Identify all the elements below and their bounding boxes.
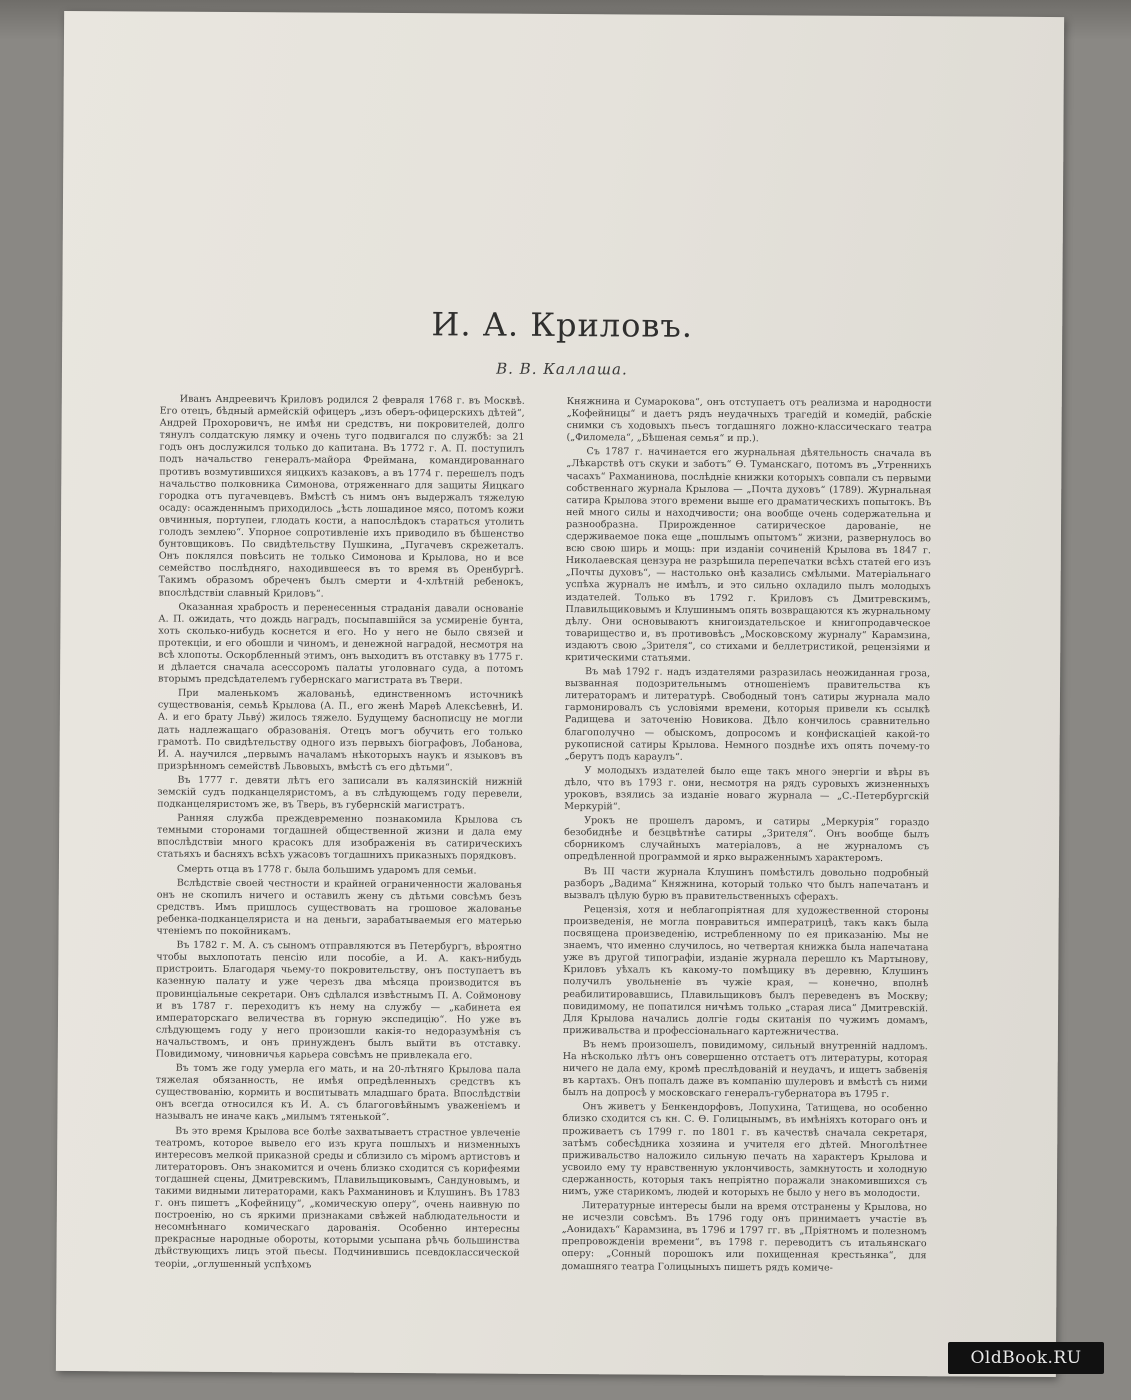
paragraph: Иванъ Андреевичъ Криловъ родился 2 февраля 1768 г. въ Москвѣ. Его отецъ, бѣдный армейскій офицеръ „изъ оберъ-офицерскихъ дѣтей“, Андрей Прохоровичъ, не имѣя ни средствъ, ни покровителей, долго тянулъ солдатскую лямку и очень туго подвигался по службѣ: за 21 годъ онъ дослужился только до капитана. Въ 1772 г. А. П. поступилъ подъ начальство генералъ-майора Фреймана, командированнаго противъ возмутившихся яицкихъ казаковъ, а въ 1774 г. перешелъ подъ начальство полковника Симонова, отряженнаго для защиты Яицкаго городка отъ пугачевцевъ. Вмѣстѣ съ нимъ онъ выдержалъ тяжелую осаду: осажденнымъ приходилось „ѣсть лошадиное мясо, потомъ кожи овчинныя, портупеи, глодать кости, а напослѣдокъ стараться утолить голодъ землею“. Упорное сопротивленіе ихъ приводило въ бѣшенство бунтовщиковъ. По свидѣтельству Пушкина, „Пугачевъ скрежеталъ. Онъ поклялся повѣсить не только Симонова и Крылова, но и все семейство послѣдняго, находившееся въ то время въ Оренбургѣ. Такимъ образомъ обреченъ былъ смерти и 4-хлѣтній ребенокъ, впослѣдствіи славный Криловъ“. [158,393,525,600]
article-author: В. В. Каллаша. [496,359,628,379]
paragraph: Въ 1777 г. девяти лѣтъ его записали въ калязинскій нижній земскій судъ подканцеляристомъ, а въ слѣдующемъ году перевели, подканцеляристомъ же, въ Тверь, въ губернскій магистратъ. [157,774,523,812]
paragraph: Урокъ не прошелъ даромъ, и сатиры „Меркурія“ гораздо безобиднѣе и безцвѣтнѣе сатиры „Зрителя“. Онъ вообще былъ сборникомъ случайныхъ матеріаловъ, а не журналомъ съ опредѣленной программой и ярко выраженнымъ характеромъ. [563,815,930,865]
watermark-badge [948,1342,1104,1374]
paragraph: Оказанная храбрость и перенесенныя страданія давали основаніе А. П. ожидать, что дождь наградъ, посыпавшійся за усмиреніе бунта, хоть сколько-нибудь коснется и его. Но у него не было связей и протекціи, и его обошли и чиномъ, и денежной наградой, несмотря на всѣ хлопоты. Оскорбленный этимъ, онъ выходитъ въ отставку въ 1775 г. и дѣлается сначала асессоромъ палаты уголовнаго суда, а потомъ вторымъ предсѣдателемъ губернскаго магистрата въ Твери. [158,601,524,687]
right-text-column [561,396,932,1274]
paragraph: Въ томъ же году умерла его мать, и на 20-лѣтняго Крылова пала тяжелая обязанность, не имѣя опредѣленныхъ средствъ къ существованію, кормить и воспитывать младшаго брата. Впослѣдствіи онъ всегда относился къ И. А. съ благоговѣйнымъ уваженіемъ и называлъ не иначе какъ „милымъ тятенькой“. [155,1062,521,1124]
paragraph: Въ маѣ 1792 г. надъ издателями разразилась неожиданная гроза, вызванная подозрительнымъ отношеніемъ правительства къ литераторамъ и литературѣ. Свободный тонъ сатиры журнала мало гармонировалъ съ условіями времени, которыя привели къ ссылкѣ Радищева и заточенію Новикова. Дѣло кончилось сравнительно благополучно — обыскомъ, допросомъ и конфискаціей какой-то рукописной сатиры Крылова. Немного позднѣе ихъ опять почему-то „берутъ подъ караулъ“. [564,666,931,763]
paragraph: Рецензія, хотя и неблагопріятная для художественной стороны произведенія, не могла понравиться императрицѣ, такъ какъ была посвящена произведенію, истребленному по ея приказанію. Мы не знаемъ, что именно случилось, но четвертая книжка была напечатана уже въ другой типографіи, изданіе журнала перешло къ Мартынову, Криловъ уѣхалъ къ какому-то помѣщику въ деревню, Клушинъ получилъ увольненіе въ чужіе края, — конечно, вполнѣ реабилитировавшись, Плавильщиковъ былъ переведенъ въ Москву; повидимому, не попатился ничѣмъ только „старая лиса“ Дмитревскій. Для Крылова начались долгіе годы скитанія по чужимъ домамъ, приживальства и профессіональнаго картежничества. [562,903,929,1038]
paragraph: Литературные интересы были на время отстранены у Крылова, но не исчезли совсѣмъ. Въ 1796 году онъ принимаетъ участіе въ „Аонидахъ“ Карамзина, въ 1796 и 1797 гг. въ „Пріятномъ и полезномъ препровожденіи времени“, въ 1798 г. переводитъ съ итальянскаго оперу: „Сонный порошокъ или похищенная крестьянка“, для домашняго театра Голицыныхъ пишетъ рядъ комиче- [561,1200,927,1274]
document-page [56,11,1064,1377]
paragraph: Въ 1782 г. М. А. съ сыномъ отправляются въ Петербургъ, вѣроятно чтобы выхлопотать пенсію или пособіе, а И. А. какъ-нибудь пристроить. Благодаря чьему-то покровительству, онъ поступаетъ въ казенную палату и уже черезъ два мѣсяца производится въ провинціальные секретари. Онъ сдѣлался извѣстнымъ П. А. Соймонову и въ 1787 г. переходитъ къ нему на службу — „кабинета ея императорскаго величества въ горную экспедицію“. Но уже въ слѣдующемъ году у него произошли какія-то недоразумѣнія съ начальствомъ, и онъ принужденъ былъ выйти въ отставку. Повидимому, чиновничья карьера совсѣмъ не привлекала его. [155,939,522,1062]
paragraph: Ранняя служба преждевременно познакомила Крылова съ темными сторонами тогдашней общественной жизни и дала ему впослѣдствіи много красокъ для изображенія въ сатирическихъ статьяхъ и басняхъ всѣхъ ужасовъ тогдашнихъ приказныхъ порядковъ. [156,812,523,863]
paragraph: Княжнина и Сумарокова“, онъ отступаетъ отъ реализма и народности „Кофейницы“ и даетъ рядъ неудачныхъ трагедій и комедій, рабскіе снимки съ ходовыхъ пьесъ тогдашняго ложно-классическаго театра („Филомела“, „Бѣшеная семья“ и пр.). [566,396,932,445]
paragraph: Съ 1787 г. начинается его журнальная дѣятельность сначала въ „Лѣкарствѣ отъ скуки и заботъ“ Ѳ. Туманскаго, потомъ въ „Утреннихъ часахъ“ Рахманинова, послѣдніе книжки которыхъ совпали съ первыми собственнаго журнала Крылова — „Почта духовъ“ (1789). Журнальная сатира Крылова этого времени выше его драматическихъ попытокъ. Въ ней много силы и находчивости; она вообще очень содержательна и разнообразна. Прирожденное сатирическое дарованіе, не сдерживаемое пока еще „пошлымъ опытомъ“ жизни, развернулось во всю свою ширь и мощь: при изданіи сочиненій Крылова въ 1847 г. Николаевская цензура не разрѣшила перепечатки всѣхъ статей его изъ „Почты духовъ“, — настолько онѣ казались смѣлыми. Матеріальнаго успѣха журналъ не имѣлъ, и это сильно охладило пылъ молодыхъ издателей. Только въ 1792 г. Криловъ съ Дмитревскимъ, Плавильщиковымъ и Клушинымъ опять возвращаются къ журнальному дѣлу. Они основываютъ книгоиздательское и книгопродавческое товарищество и, въ противовѣсъ „Московскому журналу“ Карамзина, издаютъ свою „Зрителя“, со стихами и беллетристикой, рецензіями и критическими статьями. [565,446,932,664]
paragraph: Смерть отца въ 1778 г. была большимъ ударомъ для семьи. [176,863,477,877]
article-title: И. А. Криловъ. [431,305,694,345]
left-text-column [154,393,525,1271]
paragraph: Въ немъ произошелъ, повидимому, сильный внутренній надломъ. На нѣсколько лѣтъ онъ совершенно отстаетъ отъ литературы, которая ничего не дала ему, кромѣ преслѣдованій и неудачъ, и ищетъ забвенія въ картахъ. Онъ попалъ даже въ компанію шулеровъ и вмѣстѣ съ ними былъ на допросѣ у московскаго генералъ-губернатора въ 1795 г. [562,1039,928,1101]
paragraph: При маленькомъ жалованьѣ, единственномъ источникѣ существованія, семьѣ Крылова (А. П., его женѣ Марѳѣ Алексѣевнѣ, И. А. и его брату Львý) жилось тяжело. Будущему баснописцу не могли дать надлежащаго образованія. Отецъ могъ обучить его только грамотѣ. По свидѣтельству одного изъ первыхъ біографовъ, Лобанова, И. А. научился „первымъ началамъ нѣкоторыхъ наукъ и языковъ въ призрѣнномъ семействѣ Львовыхъ, вмѣстѣ съ его дѣтьми“. [157,687,524,774]
watermark-text: OldBook.RU [970,1348,1082,1368]
paragraph: Въ это время Крылова все болѣе захватываетъ страстное увлеченіе театромъ, которое вывело его изъ круга пошлыхъ и низменныхъ интересовъ мелкой приказной среды и сблизило съ міромъ артистовъ и литераторовъ. Онъ знакомится и очень близко сходится съ корифеями тогдашней сцены, Дмитревскимъ, Плавильщиковымъ, Сандуновымъ, и такими видными литераторами, какъ Рахманиновъ и Клушинъ. Въ 1783 г. онъ пишетъ „Кофейницу“, „комическую оперу“, очень наивную по построенію, но съ яркими признаками свѣжей наблюдательности и несомнѣннаго комическаго дарованія. Особенно интересны прекрасные народные обороты, которыми усыпана рѣчь большинства дѣйствующихъ лицъ этой пьесы. Подчинившись псевдоклассической теоріи, „оглушенный успѣхомъ [154,1125,521,1271]
paragraph: У молодыхъ издателей было еще такъ много энергіи и вѣры въ дѣло, что въ 1793 г. они, несмотря на рядъ суровыхъ жизненныхъ уроковъ, взялись за изданіе новаго журнала — „С.-Петербургскій Меркурій“. [564,764,930,813]
paragraph: Въ III части журнала Клушинъ помѣстилъ довольно подробный разборъ „Вадима“ Княжнина, который только что былъ напечатанъ и вызвалъ цѣлую бурю въ правительственныхъ сферахъ. [563,865,929,903]
paragraph: Вслѣдствіе своей честности и крайней ограниченности жалованья онъ не скопилъ ничего и оставилъ жену съ дѣтьми совсѣмъ безъ средствъ. Имъ пришлось существовать на грошовое жалованье ребенка-подканцеляриста и на деньги, зарабатываемыя его матерью чтеніемъ по покойникамъ. [156,877,522,938]
paragraph: Онъ живетъ у Бенкендорфовъ, Лопухина, Татищева, но особенно близко сходится съ кн. С. Ѳ. Голицынымъ, въ имѣніяхъ котораго онъ и проживаетъ съ 1799 г. по 1801 г. въ качествѣ сначала секретаря, затѣмъ собесѣдника хозяина и учителя его дѣтей. Многолѣтнее приживальство наложило сильную печать на характеръ Крылова и усвоило ему ту нравственную уклончивость, замкнутость и холодную сдержанность, которыя такъ непріятно поражали знакомившихся съ нимъ, уже старикомъ, людей и которыхъ не было у него въ молодости. [561,1101,928,1200]
